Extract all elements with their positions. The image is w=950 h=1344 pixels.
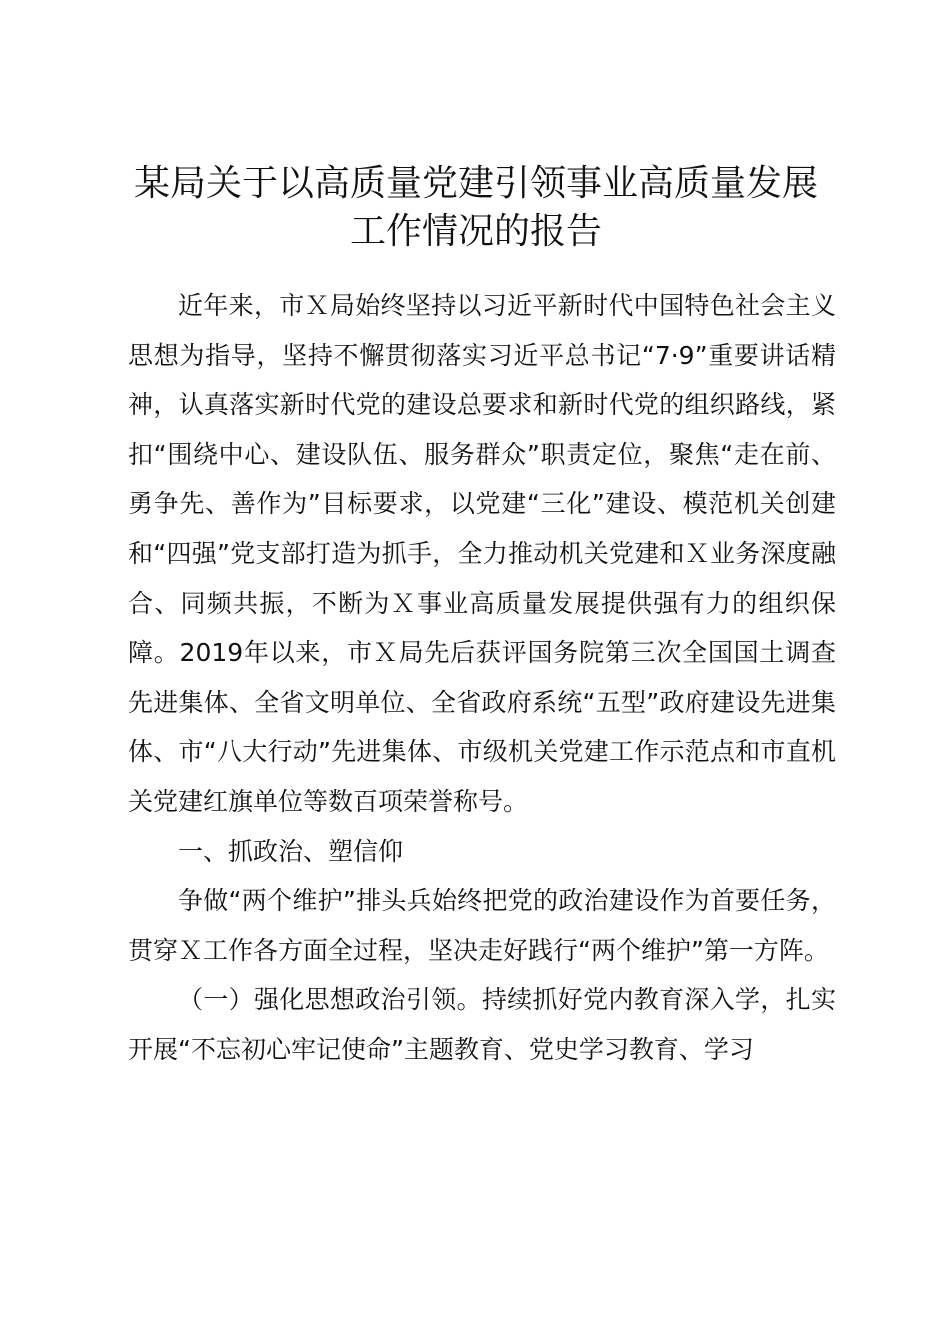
document-title: 某局关于以高质量党建引领事业高质量发展工作情况的报告 (133, 163, 818, 252)
paragraph-subsection: （一）强化思想政治引领。持续抓好党内教育深入学，扎实开展“不忘初心牢记使命”主题教育、党史学习教育、学习 (128, 985, 836, 1064)
section-heading: 一、抓政治、塑信仰 (178, 836, 404, 866)
paragraph-section-summary: 争做“两个维护”排头兵始终把党的政治建设作为首要任务，贯穿Ｘ工作各方面全过程，坚决走好践行“两个维护”第一方阵。 (128, 886, 836, 965)
document-body (128, 281, 836, 1075)
paragraph-intro: 近年来，市Ｘ局始终坚持以习近平新时代中国特色社会主义思想为指导，坚持不懈贯彻落实习近平总书记“7·9”重要讲话精神，认真落实新时代党的建设总要求和新时代党的组织路线，紧扣“围绕中心、建设队伍、服务群众”职责定位，聚焦“走在前、勇争先、善作为”目标要求，以党建“三化”建设、模范机关创建和“四强”党支部打造为抓手，全力推动机关党建和Ｘ业务深度融合、同频共振，不断为Ｘ事业高质量发展提供强有力的组织保障。2019年以来，市Ｘ局先后获评国务院第三次全国国土调查先进集体、全省文明单位、全省政府系统“五型”政府建设先进集体、市“八大行动”先进集体、市级机关党建工作示范点和市直机关党建红旗单位等数百项荣誉称号。 (128, 291, 836, 816)
